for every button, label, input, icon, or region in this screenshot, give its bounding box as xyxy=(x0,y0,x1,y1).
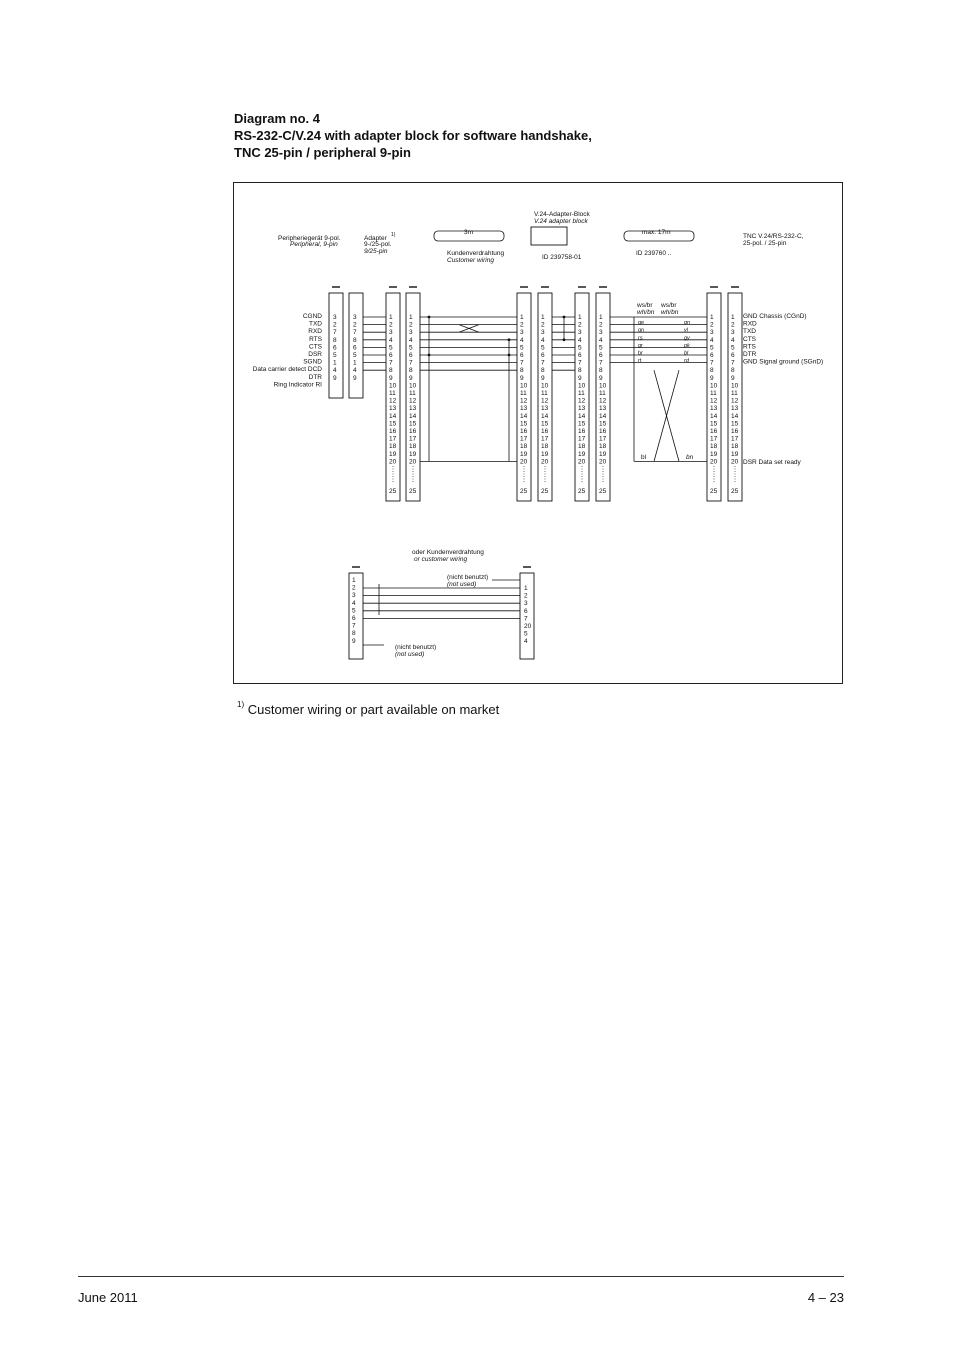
adapter-label: Adapter xyxy=(364,235,387,242)
block-connector-b-pin-14: 14 xyxy=(541,412,549,420)
tnc-connector-b-pin-18: 18 xyxy=(731,443,739,451)
block-connector-c-pin-17: 17 xyxy=(578,435,586,443)
wire-color-right: gn xyxy=(684,320,691,327)
block-connector-d-pin-2: 2 xyxy=(599,321,603,329)
adapter-connector-a-pin-19: 19 xyxy=(389,450,397,458)
adapter-connector-a-pin-13: 13 xyxy=(389,405,397,413)
adapter-connector-a-pin-10: 10 xyxy=(389,382,397,390)
block-connector-b-pin-25: 25 xyxy=(541,488,549,495)
signal-label-left: Data carrier detect DCD xyxy=(252,366,322,374)
tnc-connector-a-pin-16: 16 xyxy=(710,428,718,435)
block-connector-c-pin-25: 25 xyxy=(578,488,586,495)
signal-label-right: RTS xyxy=(743,343,756,351)
alt-right-pin-1: 1 xyxy=(524,585,528,592)
block-connector-d-pin-10: 10 xyxy=(599,382,607,390)
peripheral-pin-b-7: 7 xyxy=(353,329,357,337)
tnc-connector-b-pin-16: 16 xyxy=(731,428,739,435)
wire-color-left: gn xyxy=(638,327,645,334)
peripheral-pin-8: 8 xyxy=(333,336,337,344)
tnc-connector-b-pin-25: 25 xyxy=(731,488,739,495)
peripheral-pin-5: 5 xyxy=(333,352,337,359)
adapter-sup: 1) xyxy=(391,232,396,238)
block-connector-c-pin-11: 11 xyxy=(578,390,585,397)
alt-left-pin-4: 4 xyxy=(352,599,356,607)
customer-wiring-en: Customer wiring xyxy=(447,257,494,264)
block-connector-b-pin-17: 17 xyxy=(541,435,549,443)
adapter-connector-a-pin-12: 12 xyxy=(389,397,397,405)
block-connector-a-pin-6: 6 xyxy=(520,352,524,359)
tnc-connector-a-pin-14: 14 xyxy=(710,412,718,420)
tnc-connector-a-pin-11: 11 xyxy=(710,390,717,397)
signal-label-left: RTS xyxy=(309,335,322,343)
adapter-connector-b-pin-2: 2 xyxy=(409,321,413,329)
wiring-diagram-svg xyxy=(234,183,842,683)
tnc-connector-b-pin-10: 10 xyxy=(731,382,739,390)
tnc-pins-label: 25-pol. / 25-pin xyxy=(743,240,787,247)
alt-left-pin-5: 5 xyxy=(352,607,356,615)
block-connector-a-pin-3: 3 xyxy=(520,329,524,337)
peripheral-pin-b-5: 5 xyxy=(353,352,357,359)
block-connector-c-pin-14: 14 xyxy=(578,412,586,420)
wire-color-right: rd xyxy=(684,358,689,365)
tnc-connector-b-pin-15: 15 xyxy=(731,420,739,428)
block-connector-c-pin-20: 20 xyxy=(578,458,586,466)
block-connector-d-pin-8: 8 xyxy=(599,367,603,375)
adapter-connector-a-pin-8: 8 xyxy=(389,367,393,375)
block-connector-c-pin-4: 4 xyxy=(578,336,582,344)
block-connector-a-pin-12: 12 xyxy=(520,397,528,405)
adapter-connector-b-pin-16: 16 xyxy=(409,428,417,435)
block-connector-d-pin-7: 7 xyxy=(599,359,603,367)
signal-label-right: GND Chassis (CGnD) xyxy=(743,313,807,320)
block-connector-c-pin-18: 18 xyxy=(578,443,586,451)
junction-dot xyxy=(508,338,511,341)
tnc-connector-a-pin-12: 12 xyxy=(710,397,718,405)
signal-label-left: SGND xyxy=(303,358,322,366)
block-connector-a-pin-1: 1 xyxy=(520,314,524,321)
tnc-connector-b-pin-3: 3 xyxy=(731,329,735,337)
block-connector-c-pin-10: 10 xyxy=(578,382,586,390)
block-connector-d-pin-18: 18 xyxy=(599,443,607,451)
alt-right-pin-4: 4 xyxy=(524,638,528,646)
wire-color-right: yl xyxy=(684,327,688,334)
peripheral-label-en: Peripheral, 9-pin xyxy=(290,241,338,248)
alt-right-pin-6: 6 xyxy=(524,607,528,615)
tnc-connector-b-pin-13: 13 xyxy=(731,405,739,413)
alt-left-pin-6: 6 xyxy=(352,615,356,622)
adapter-connector-a-pin-16: 16 xyxy=(389,428,397,435)
peripheral-pin-b-4: 4 xyxy=(353,367,357,375)
wire-header-en-2: wh/bn xyxy=(661,309,679,316)
block-connector-d-pin-1: 1 xyxy=(599,314,603,321)
adapter-connector-b-pin-5: 5 xyxy=(409,344,413,352)
adapter-connector-a-pin-1: 1 xyxy=(389,314,393,321)
block-connector-b-pin-16: 16 xyxy=(541,428,549,435)
block-connector-a-pin-16: 16 xyxy=(520,428,528,435)
tnc-connector-a-pin-4: 4 xyxy=(710,336,714,344)
tnc-connector-b-pin-1: 1 xyxy=(731,314,735,321)
not-used-en-2: (not used) xyxy=(395,651,425,658)
block-connector-c-pin-7: 7 xyxy=(578,359,582,367)
tnc-connector-a-pin-7: 7 xyxy=(710,359,714,367)
tnc-connector-a-pin-19: 19 xyxy=(710,450,718,458)
block-connector-d-pin-20: 20 xyxy=(599,458,607,466)
peripheral-pin-9: 9 xyxy=(333,374,337,382)
tnc-connector-b-pin-20: 20 xyxy=(731,458,739,466)
signal-label-right: RXD xyxy=(743,320,757,328)
wiring-diagram xyxy=(233,182,843,684)
adapter-connector-a-pin-9: 9 xyxy=(389,374,393,382)
diagram-number: Diagram no. 4 xyxy=(234,111,320,126)
block-connector-d-pin-13: 13 xyxy=(599,405,607,413)
tnc-connector-b-pin-7: 7 xyxy=(731,359,735,367)
wire-color-left: rt xyxy=(638,358,642,365)
block-connector-d-pin-12: 12 xyxy=(599,397,607,405)
adapter-connector-b-pin-13: 13 xyxy=(409,405,417,413)
alt-left-pin-1: 1 xyxy=(352,577,356,584)
block-connector-d-pin-5: 5 xyxy=(599,344,603,352)
alt-left-pin-2: 2 xyxy=(352,584,356,592)
wire-color-left: gr xyxy=(638,342,643,349)
block-connector-b-pin-6: 6 xyxy=(541,352,545,359)
adapter-connector-a-pin-7: 7 xyxy=(389,359,393,367)
block-connector-c-pin-6: 6 xyxy=(578,352,582,359)
block-connector-b-pin-8: 8 xyxy=(541,367,545,375)
alt-left-pin-3: 3 xyxy=(352,592,356,600)
peripheral-pin-b-1: 1 xyxy=(353,359,357,367)
block-connector-a-pin-25: 25 xyxy=(520,488,528,495)
block-connector-a-pin-14: 14 xyxy=(520,412,528,420)
tnc-connector-a-pin-17: 17 xyxy=(710,435,718,443)
block-connector-d-pin-19: 19 xyxy=(599,450,607,458)
wire-header-en: wh/bn xyxy=(637,309,655,316)
adapter-block-en: V.24 adapter block xyxy=(534,218,588,225)
tnc-connector-b-pin-5: 5 xyxy=(731,344,735,352)
adapter-connector-a-pin-2: 2 xyxy=(389,321,393,329)
peripheral-pin-b-8: 8 xyxy=(353,336,357,344)
block-connector-b-pin-9: 9 xyxy=(541,374,545,382)
adapter-connector-b-pin-11: 11 xyxy=(409,390,416,397)
signal-label-right: CTS xyxy=(743,335,756,343)
tnc-label: TNC V.24/RS-232-C, xyxy=(743,233,804,240)
tnc-connector-a-pin-1: 1 xyxy=(710,314,714,321)
tnc-connector-b-pin-8: 8 xyxy=(731,367,735,375)
adapter-connector-a-pin-17: 17 xyxy=(389,435,397,443)
adapter-connector-a-pin-20: 20 xyxy=(389,458,397,466)
block-connector-c-pin-9: 9 xyxy=(578,374,582,382)
wire-color-left: rs xyxy=(638,335,643,342)
junction-dot xyxy=(563,316,566,319)
junction-dot xyxy=(428,354,431,357)
adapter-connector-a-pin-14: 14 xyxy=(389,412,397,420)
block-connector-d-pin-14: 14 xyxy=(599,412,607,420)
block-connector-d-pin-25: 25 xyxy=(599,488,607,495)
adapter-block-de: V.24-Adapter-Block xyxy=(534,211,590,218)
tnc-connector-a-pin-2: 2 xyxy=(710,321,714,329)
peripheral-label-de: Peripheriegerät 9-pol. xyxy=(278,235,341,242)
wire-header-de-2: ws/br xyxy=(661,302,677,309)
tnc-connector-a-pin-8: 8 xyxy=(710,367,714,375)
tnc-connector-a-pin-13: 13 xyxy=(710,405,718,413)
cable-id: ID 239760 .. xyxy=(636,250,672,257)
signal-label-left: CGND xyxy=(302,313,322,320)
block-connector-c-pin-15: 15 xyxy=(578,420,586,428)
peripheral-pin-7: 7 xyxy=(333,329,337,337)
alt-wiring-title-en: or customer wiring xyxy=(414,556,468,563)
block-connector-b-pin-2: 2 xyxy=(541,321,545,329)
tnc-connector-b-pin-19: 19 xyxy=(731,450,739,458)
adapter-block-id: ID 239758-01 xyxy=(542,254,582,261)
peripheral-pin-b-9: 9 xyxy=(353,374,357,382)
block-connector-a-pin-11: 11 xyxy=(520,390,527,397)
signal-label-left: Ring Indicator RI xyxy=(273,381,322,389)
adapter-pol: 9-/25-pol. xyxy=(364,241,392,248)
junction-dot xyxy=(508,354,511,357)
tnc-connector-a-pin-15: 15 xyxy=(710,420,718,428)
block-connector-c-pin-8: 8 xyxy=(578,367,582,375)
dsr-label: DSR Data set ready xyxy=(743,459,801,466)
block-connector-b-pin-13: 13 xyxy=(541,405,549,413)
customer-wiring-de: Kundenverdrahtung xyxy=(447,250,505,257)
cable-length-3m: 3m xyxy=(464,229,474,236)
tnc-connector-a-pin-6: 6 xyxy=(710,352,714,359)
footer-divider xyxy=(78,1276,844,1277)
adapter-connector-a-pin-6: 6 xyxy=(389,352,393,359)
tnc-connector-b-pin-2: 2 xyxy=(731,321,735,329)
adapter-connector-b-pin-14: 14 xyxy=(409,412,417,420)
junction-dot xyxy=(428,316,431,319)
peripheral-pin-b-2: 2 xyxy=(353,321,357,329)
block-connector-b-pin-18: 18 xyxy=(541,443,549,451)
adapter-connector-a-pin-3: 3 xyxy=(389,329,393,337)
block-connector-a-pin-8: 8 xyxy=(520,367,524,375)
alt-right-pin-5: 5 xyxy=(524,630,528,638)
signal-label-left: RXD xyxy=(308,328,322,336)
peripheral-pin-b-3: 3 xyxy=(353,314,357,321)
footnote-marker: 1) xyxy=(237,700,245,709)
block-connector-b-pin-7: 7 xyxy=(541,359,545,367)
block-connector-b-pin-19: 19 xyxy=(541,450,549,458)
wire-color-right: pk xyxy=(684,342,690,349)
block-connector-c-pin-1: 1 xyxy=(578,314,582,321)
wire-bn-label: bn xyxy=(686,454,694,461)
block-connector-d-pin-9: 9 xyxy=(599,374,603,382)
tnc-connector-a-pin-18: 18 xyxy=(710,443,718,451)
wire-color-left: ge xyxy=(638,320,645,327)
block-connector-d-pin-17: 17 xyxy=(599,435,607,443)
block-connector-a-pin-4: 4 xyxy=(520,336,524,344)
alt-wiring-title-de: oder Kundenverdrahtung xyxy=(412,549,484,556)
alt-right-pin-20: 20 xyxy=(524,623,532,630)
adapter-connector-b-pin-17: 17 xyxy=(409,435,417,443)
block-connector-d-pin-3: 3 xyxy=(599,329,603,337)
signal-label-right: TXD xyxy=(743,328,756,336)
block-connector-b-pin-4: 4 xyxy=(541,336,545,344)
adapter-connector-b-pin-8: 8 xyxy=(409,367,413,375)
adapter-connector-a-pin-5: 5 xyxy=(389,344,393,352)
peripheral-pin-2: 2 xyxy=(333,321,337,329)
block-connector-b-pin-5: 5 xyxy=(541,344,545,352)
tnc-connector-b-pin-14: 14 xyxy=(731,412,739,420)
tnc-connector-b-pin-12: 12 xyxy=(731,397,739,405)
tnc-connector-a-pin-20: 20 xyxy=(710,458,718,466)
alt-right-pin-2: 2 xyxy=(524,592,528,600)
peripheral-pin-3: 3 xyxy=(333,314,337,321)
block-connector-a-pin-7: 7 xyxy=(520,359,524,367)
not-used-de-2: (nicht benutzt) xyxy=(395,644,437,651)
block-connector-c-pin-5: 5 xyxy=(578,344,582,352)
junction-dot xyxy=(563,338,566,341)
signal-label-right: GND Signal ground (SGnD) xyxy=(743,358,824,366)
block-connector-c-pin-13: 13 xyxy=(578,405,586,413)
adapter-connector-b-pin-3: 3 xyxy=(409,329,413,337)
adapter-connector-a-pin-18: 18 xyxy=(389,443,397,451)
adapter-connector-b-pin-18: 18 xyxy=(409,443,417,451)
footnote xyxy=(237,702,499,717)
wire-color-right: gy xyxy=(684,335,690,342)
adapter-connector-a-pin-11: 11 xyxy=(389,390,396,397)
block-connector-a-pin-13: 13 xyxy=(520,405,528,413)
block-connector-d-pin-4: 4 xyxy=(599,336,603,344)
adapter-connector-b-pin-7: 7 xyxy=(409,359,413,367)
adapter-connector-b-pin-10: 10 xyxy=(409,382,417,390)
alt-left-pin-7: 7 xyxy=(352,622,356,630)
alt-left-pin-8: 8 xyxy=(352,630,356,638)
block-connector-a-pin-2: 2 xyxy=(520,321,524,329)
adapter-connector-a-pin-15: 15 xyxy=(389,420,397,428)
footnote-text: Customer wiring or part available on market xyxy=(247,702,500,717)
block-connector-d-pin-11: 11 xyxy=(599,390,606,397)
block-connector-b-pin-3: 3 xyxy=(541,329,545,337)
adapter-connector-b-pin-19: 19 xyxy=(409,450,417,458)
page-number: 4 – 23 xyxy=(807,1290,844,1305)
tnc-connector-b-pin-9: 9 xyxy=(731,374,735,382)
alt-right-pin-7: 7 xyxy=(524,615,528,623)
adapter-connector-b-pin-6: 6 xyxy=(409,352,413,359)
diagram-title: RS-232-C/V.24 with adapter block for software handshake, xyxy=(234,128,592,143)
block-connector-c-pin-2: 2 xyxy=(578,321,582,329)
block-connector-a-pin-20: 20 xyxy=(520,458,528,466)
tnc-connector-b-pin-11: 11 xyxy=(731,390,738,397)
adapter-pin: 9/25-pin xyxy=(364,248,388,255)
block-connector-d-pin-15: 15 xyxy=(599,420,607,428)
wire-color-left: br xyxy=(638,350,643,357)
peripheral-pin-4: 4 xyxy=(333,367,337,375)
block-connector-a-pin-15: 15 xyxy=(520,420,528,428)
tnc-connector-b-pin-4: 4 xyxy=(731,336,735,344)
block-connector-a-pin-9: 9 xyxy=(520,374,524,382)
block-connector-c-pin-12: 12 xyxy=(578,397,586,405)
block-connector-a-pin-10: 10 xyxy=(520,382,528,390)
signal-label-right: DTR xyxy=(743,351,757,358)
block-connector-b-pin-1: 1 xyxy=(541,314,545,321)
adapter-connector-b-pin-25: 25 xyxy=(409,488,417,495)
tnc-connector-a-pin-9: 9 xyxy=(710,374,714,382)
block-connector-c-pin-16: 16 xyxy=(578,428,586,435)
adapter-connector-b-pin-1: 1 xyxy=(409,314,413,321)
peripheral-pin-b-6: 6 xyxy=(353,344,357,352)
adapter-connector-b-pin-4: 4 xyxy=(409,336,413,344)
adapter-connector-b-pin-9: 9 xyxy=(409,374,413,382)
block-connector-b-pin-11: 11 xyxy=(541,390,548,397)
tnc-connector-b-pin-6: 6 xyxy=(731,352,735,359)
wire-color-right: bl xyxy=(684,350,689,357)
block-connector-b-pin-20: 20 xyxy=(541,458,549,466)
signal-label-left: TXD xyxy=(309,320,322,328)
peripheral-pin-6: 6 xyxy=(333,344,337,352)
block-connector-b-pin-10: 10 xyxy=(541,382,549,390)
peripheral-pin-1: 1 xyxy=(333,359,337,367)
block-connector-b-pin-12: 12 xyxy=(541,397,549,405)
adapter-connector-a-pin-25: 25 xyxy=(389,488,397,495)
tnc-connector-a-pin-10: 10 xyxy=(710,382,718,390)
block-connector-c-pin-19: 19 xyxy=(578,450,586,458)
tnc-connector-a-pin-25: 25 xyxy=(710,488,718,495)
tnc-connector-a-pin-3: 3 xyxy=(710,329,714,337)
signal-label-left: CTS xyxy=(309,343,322,351)
alt-left-pin-9: 9 xyxy=(352,637,356,645)
block-connector-d-pin-6: 6 xyxy=(599,352,603,359)
block-connector-a-pin-18: 18 xyxy=(520,443,528,451)
cable-length-17m: max. 17m xyxy=(642,229,671,236)
signal-label-left: DSR xyxy=(308,351,322,358)
tnc-connector-a-pin-5: 5 xyxy=(710,344,714,352)
footer-date: June 2011 xyxy=(78,1290,138,1305)
block-connector-b-pin-15: 15 xyxy=(541,420,549,428)
block-connector-c-pin-3: 3 xyxy=(578,329,582,337)
block-connector-a-pin-5: 5 xyxy=(520,344,524,352)
block-connector-a-pin-17: 17 xyxy=(520,435,528,443)
adapter-connector-a-pin-4: 4 xyxy=(389,336,393,344)
block-connector-d-pin-16: 16 xyxy=(599,428,607,435)
tnc-connector-b-pin-17: 17 xyxy=(731,435,739,443)
adapter-connector-b-pin-15: 15 xyxy=(409,420,417,428)
adapter-connector-b-pin-12: 12 xyxy=(409,397,417,405)
wire-bl-label: bl xyxy=(641,454,647,461)
wire-header-de: ws/br xyxy=(637,302,653,309)
alt-right-pin-3: 3 xyxy=(524,600,528,608)
diagram-heading xyxy=(234,110,874,161)
signal-label-left: DTR xyxy=(308,373,322,381)
diagram-subtitle: TNC 25-pin / peripheral 9-pin xyxy=(234,145,411,160)
adapter-block-icon xyxy=(531,227,567,245)
adapter-connector-b-pin-20: 20 xyxy=(409,458,417,466)
not-used-en-1: (not used) xyxy=(447,581,477,588)
not-used-de-1: (nicht benutzt) xyxy=(447,574,489,581)
block-connector-a-pin-19: 19 xyxy=(520,450,528,458)
